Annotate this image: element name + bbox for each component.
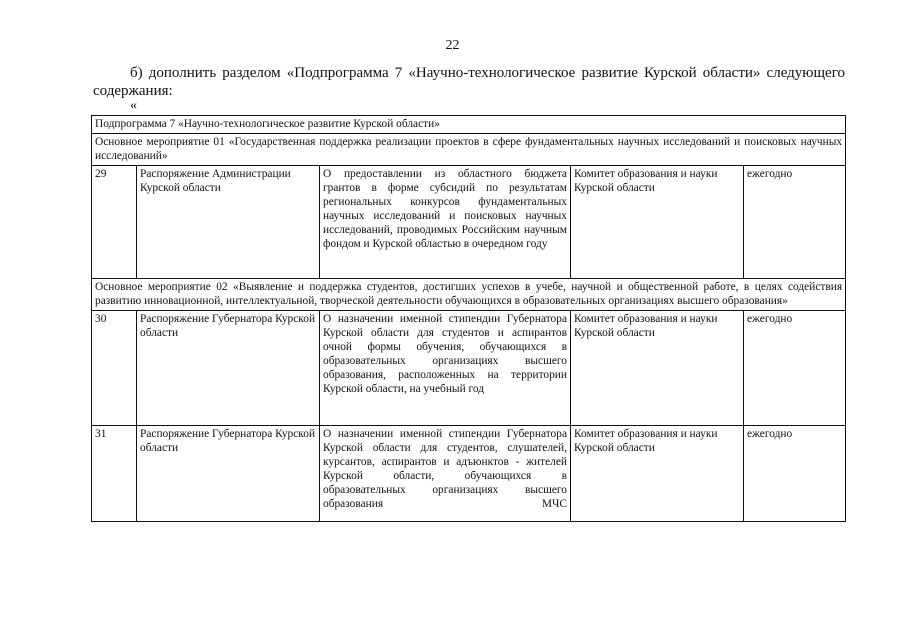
measure-01-text: Основное мероприятие 01 «Государственная поддержка реализации проектов в сфере фундаментальных научных исследований и поисковых научных исследований» [92,134,846,166]
term: ежегодно [744,426,846,522]
term: ежегодно [744,166,846,279]
page-number: 22 [445,38,460,53]
table-row [92,426,846,522]
executor: Комитет образования и науки Курской области [571,311,744,426]
subprogram-title-row [92,116,846,134]
measure-02-row [92,279,846,311]
table-row [92,166,846,279]
opening-quote: « [130,98,137,113]
document-type: Распоряжение Губернатора Курской области [137,426,320,522]
document-subject: О назначении именной стипендии Губернатора Курской области для студентов и аспирантов очной формы обучения, обучающихся в образовательных организациях высшего образования, расположенных на территории Курской области, на учебный год [320,311,571,426]
subprogram-title: Подпрограмма 7 «Научно-технологическое развитие Курской области» [92,116,846,134]
document-subject: О назначении именной стипендии Губернатора Курской области для студентов, слушателей, курсантов, аспирантов и адъюнктов - жителей Курской области, обучающихся в образовательных организациях высшего образования МЧС [320,426,571,522]
executor: Комитет образования и науки Курской области [571,166,744,279]
row-number: 30 [92,311,137,426]
table-row [92,311,846,426]
row-number: 29 [92,166,137,279]
subprogram-table [91,115,846,522]
document-subject: О предоставлении из областного бюджета грантов в форме субсидий по результатам региональных конкурсов фундаментальных научных исследований и поисковых научных исследований, проводимых Российским научным фондом и Курской областью в очередном году [320,166,571,279]
intro-line-2: содержания: [93,83,173,99]
document-type: Распоряжение Губернатора Курской области [137,311,320,426]
document-type: Распоряжение Администрации Курской области [137,166,320,279]
measure-02-text: Основное мероприятие 02 «Выявление и поддержка студентов, достигших успехов в учебе, научной и общественной работе, в целях содействия развитию инновационной, интеллектуальной, творческой деятельности обучающихся в образовательных организациях высшего образования» [92,279,846,311]
intro-line-1: б) дополнить разделом «Подпрограмма 7 «Научно-технологическое развитие Курской области» следующего [130,65,845,81]
measure-01-row [92,134,846,166]
row-number: 31 [92,426,137,522]
executor: Комитет образования и науки Курской области [571,426,744,522]
intro-paragraph [93,64,845,100]
term: ежегодно [744,311,846,426]
